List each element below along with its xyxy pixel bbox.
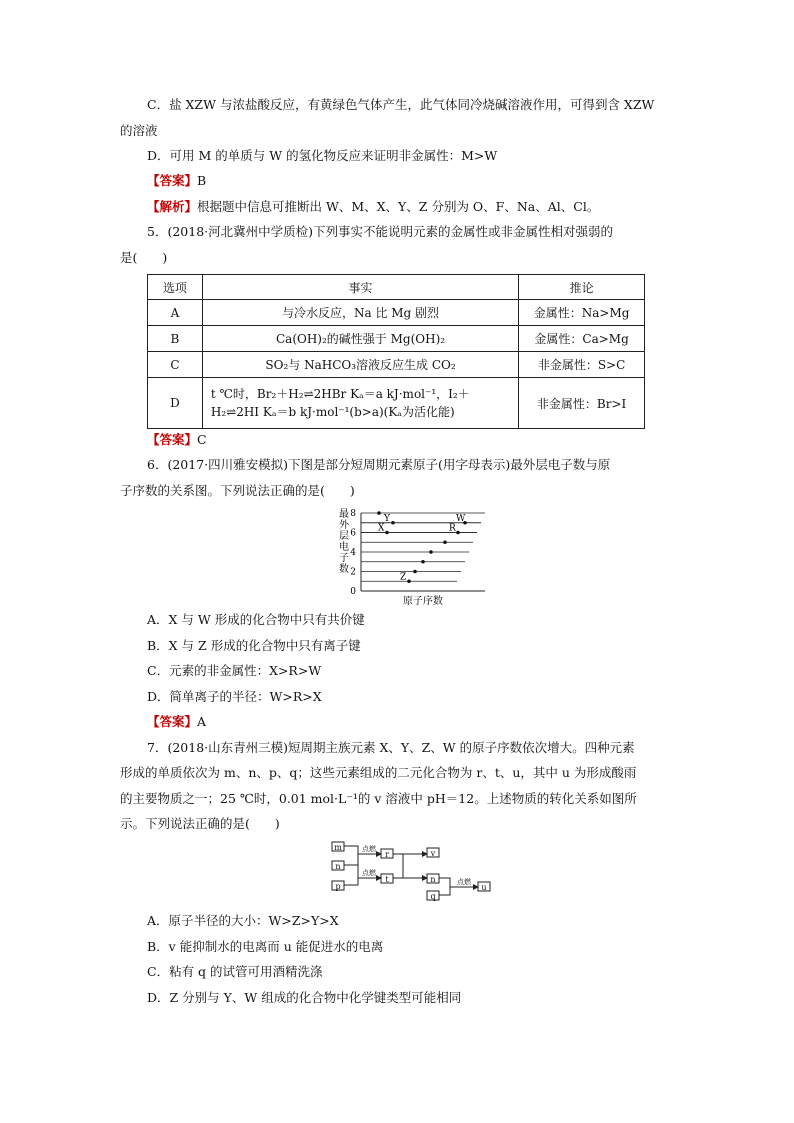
chart-ylabel-char: 外 [339,520,349,531]
chart-point [456,531,460,535]
row-inference: 金属性：Na>Mg [519,300,645,326]
chart-ylabel-char: 最 [339,509,349,520]
row-fact: Ca(OH)₂的碱性强于 Mg(OH)₂ [202,326,518,352]
chart-point [413,570,417,574]
q7-stem-line2: 形成的单质依次为 m、n、p、q；这些元素组成的二元化合物为 r、t、u，其中 u 为形成酸雨 [120,765,637,780]
q6-option-b: B．X 与 Z 形成的化合物中只有离子键 [147,638,361,653]
row-option: B [148,326,203,352]
label-m: m [334,843,342,852]
chart-point-label: R [449,523,456,534]
q7-stem-line4: 示。下列说法正确的是( ) [120,816,280,831]
chart-ylabel-char: 层 [339,531,349,542]
chart-ylabel-char: 电 [339,542,349,553]
condition-2: 点燃 [362,869,376,877]
chart-point-label: Y [384,513,390,524]
chart-tick-label: 8 [350,509,356,519]
label-n: n [335,862,341,871]
chart-xlabel: 原子序数 [403,596,443,607]
row-inference: 金属性：Ca>Mg [519,326,645,352]
q6-answer [147,714,206,730]
label-n2: n [430,875,436,884]
chart-tick-label: 4 [350,548,356,558]
conversion-diagram [328,840,498,902]
answer-value: B [197,173,207,188]
row-fact-line1: t ℃时，Br₂＋H₂⇌2HBr Kₐ＝a kJ·mol⁻¹，I₂＋ [210,387,470,401]
q5-stem-line1: 5．(2018·河北冀州中学质检)下列事实不能说明元素的金属性或非金属性相对强弱的 [147,224,613,239]
table-row [148,300,645,326]
answer-label: 【答案】 [147,432,198,447]
chart-ylabel-char: 数 [339,564,349,575]
row-option: D [148,378,203,429]
table-row [148,378,645,429]
q6-option-d: D．简单离子的半径：W>R>X [147,689,322,704]
chart-point-label: W [456,513,466,524]
chart-point [443,540,447,544]
q4-option-c-line2: 的溶液 [120,123,158,138]
answer-value: C [197,432,207,447]
q4-option-d: D．可用 M 的单质与 W 的氢化物反应来证明非金属性：M>W [147,148,498,163]
condition-3: 点燃 [457,878,471,886]
row-inference: 非金属性：S>C [519,352,645,378]
chart-points [361,511,485,583]
row-fact-line2: H₂⇌2HI Kₐ＝b kJ·mol⁻¹(b>a)(Kₐ为活化能) [210,405,455,419]
row-fact [202,378,518,429]
label-p: p [335,882,341,891]
chart-point [421,560,425,564]
chart-tick-label: 0 [350,587,356,597]
row-option: C [148,352,203,378]
bracket-rt [393,854,403,878]
chart-y-ticks [350,509,356,597]
bracket-np [344,865,358,885]
electron-chart [335,505,495,609]
chart-point-label: Z [400,572,407,583]
answer-label: 【答案】 [147,714,198,729]
chart-ylabel-char: 子 [339,553,349,564]
q7-option-c: C．粘有 q 的试管可用酒精洗涤 [147,964,323,979]
q6-stem-line1: 6．(2017·四川雅安模拟)下图是部分短周期元素原子(用字母表示)最外层电子数与原 [147,457,611,472]
chart-point [407,579,411,583]
q7-stem-line1: 7．(2018·山东青州三模)短周期主族元素 X、Y、Z、W 的原子序数依次增大。四种元素 [147,740,635,755]
bracket-mn [344,846,358,865]
chart-point [377,511,381,515]
table-row [148,326,645,352]
q5-stem-line2: 是( ) [120,250,168,265]
q7-option-b: B．v 能抑制水的电离而 u 能促进水的电离 [147,939,384,954]
condition-1: 点燃 [362,845,376,853]
q7-option-a: A．原子半径的大小：W>Z>Y>X [147,913,339,928]
row-option: A [148,300,203,326]
label-q: q [430,892,436,901]
q6-stem-line2: 子序数的关系图。下列说法正确的是( ) [120,483,355,498]
q7-option-d: D．Z 分别与 Y、W 组成的化合物中化学键类型可能相同 [147,990,462,1005]
row-inference: 非金属性：Br>I [519,378,645,429]
table-row [148,352,645,378]
header-option: 选项 [148,275,203,300]
q4-option-c-line1: C．盐 XZW 与浓盐酸反应，有黄绿色气体产生，此气体同冷烧碱溶液作用，可得到含 XZW [147,97,655,112]
label-u: u [481,883,487,892]
table-header-row [148,275,645,300]
chart-point-label: X [378,523,385,534]
chart-ylabel [339,508,350,575]
chart-tick-label: 2 [350,567,356,578]
row-fact: SO₂与 NaHCO₃溶液反应生成 CO₂ [202,352,518,378]
row-fact: 与冷水反应，Na 比 Mg 剧烈 [202,300,518,326]
label-t: t [385,875,389,884]
q4-answer [147,173,206,189]
q4-analysis [147,199,599,215]
facts-table [147,274,645,429]
header-inference: 推论 [519,275,645,300]
label-r: r [385,850,389,859]
q7-stem-line3: 的主要物质之一；25 ℃时，0.01 mol·L⁻¹的 v 溶液中 pH＝12。上述物质的转化关系如图所 [120,791,637,806]
chart-point [429,550,433,554]
answer-label: 【答案】 [147,173,198,188]
answer-value: A [197,714,207,729]
label-v: v [430,849,436,858]
q6-option-a: A．X 与 W 形成的化合物中只有共价键 [147,612,365,627]
q5-answer [147,432,207,448]
analysis-text: 根据题中信息可推断出 W、M、X、Y、Z 分别为 O、F、Na、Al、Cl。 [197,199,600,214]
header-fact: 事实 [202,275,518,300]
q6-option-c: C．元素的非金属性：X>R>W [147,663,322,678]
analysis-label: 【解析】 [147,199,198,214]
chart-tick-label: 6 [350,528,356,539]
bracket-nq [439,878,450,895]
